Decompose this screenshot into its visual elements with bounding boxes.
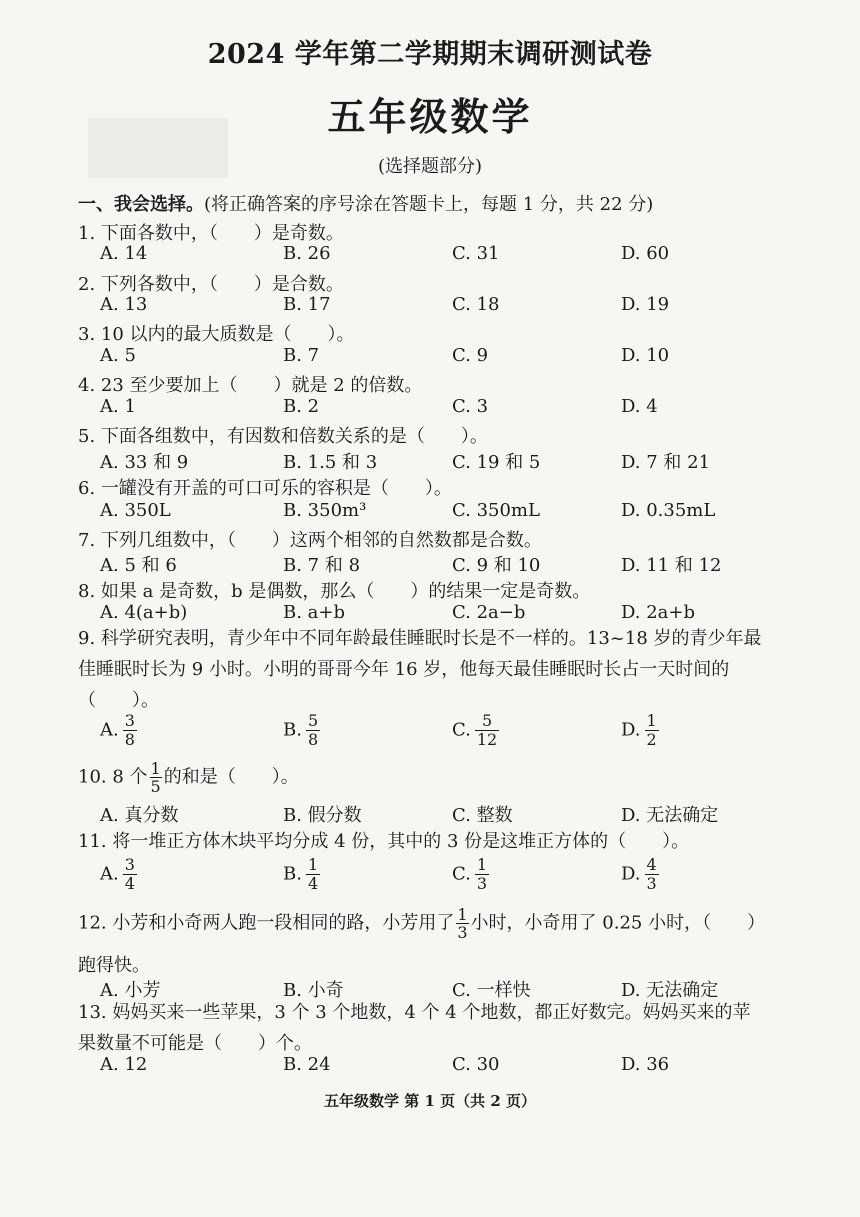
option-b [283, 712, 320, 749]
option-b: B. 假分数 [283, 805, 362, 826]
section-instruction: (将正确答案的序号涂在答题卡上，每题 1 分，共 22 分) [204, 194, 654, 215]
option-fraction [123, 856, 137, 893]
options-row [0, 856, 860, 900]
option-fraction [123, 712, 137, 749]
stem-fraction [456, 906, 468, 941]
fraction-numerator: 1 [150, 759, 161, 778]
option-label: B. [283, 863, 302, 885]
question-stem: 5. 下面各组数中，有因数和倍数关系的是（ ）。 [78, 426, 488, 447]
option-fraction [306, 712, 320, 749]
option-d: D. 7 和 21 [621, 452, 711, 473]
option-c [452, 712, 499, 749]
option-c: C. 一样快 [452, 980, 531, 1001]
question-stem: 6. 一罐没有开盖的可口可乐的容积是（ ）。 [78, 478, 452, 499]
options-row [0, 712, 860, 756]
fraction-denominator: 3 [646, 874, 657, 893]
option-c: C. 9 [452, 345, 489, 366]
fraction-denominator: 4 [307, 874, 319, 893]
fraction-denominator: 4 [124, 874, 135, 893]
fraction-numerator: 1 [476, 855, 488, 874]
option-a: A. 1 [100, 396, 136, 417]
option-c: C. 整数 [452, 805, 513, 826]
option-c: C. 30 [452, 1054, 500, 1075]
option-b: B. 7 [283, 345, 320, 366]
option-c: C. 31 [452, 243, 500, 264]
question-stem: 11. 将一堆正方体木块平均分成 4 份，其中的 3 份是这堆正方体的（ ）。 [78, 831, 690, 852]
option-fraction [475, 856, 489, 893]
options-row [0, 243, 860, 273]
fraction-numerator: 3 [124, 855, 135, 874]
stem-text: 小时，小奇用了 0.25 小时，（ ） [470, 912, 766, 934]
option-a: A. 13 [100, 294, 148, 315]
option-a: A. 12 [100, 1054, 148, 1075]
option-d: D. 无法确定 [621, 805, 719, 826]
fraction-denominator: 8 [307, 730, 319, 749]
option-c: C. 9 和 10 [452, 555, 541, 576]
option-c: C. 19 和 5 [452, 452, 541, 473]
option-c: C. 18 [452, 294, 500, 315]
option-label: B. [283, 719, 302, 741]
fraction-numerator: 1 [307, 855, 319, 874]
option-d [621, 712, 659, 749]
option-b: B. 小奇 [283, 980, 344, 1001]
option-d: D. 2a+b [621, 602, 696, 623]
option-d: D. 11 和 12 [621, 555, 722, 576]
option-b: B. 17 [283, 294, 331, 315]
question-stem: 13. 妈妈买来一些苹果，3 个 3 个地数，4 个 4 个地数，都正好数完。妈妈买来的苹果数量不可能是（ ）个。 [78, 1002, 751, 1054]
question-stem: 4. 23 至少要加上（ ）就是 2 的倍数。 [78, 375, 423, 396]
option-a: A. 真分数 [100, 805, 179, 826]
question-stem: 1. 下面各数中，（ ）是奇数。 [78, 223, 344, 244]
option-label: D. [621, 863, 641, 885]
option-b: B. 2 [283, 396, 320, 417]
option-d: D. 60 [621, 243, 670, 264]
fraction-numerator: 5 [307, 711, 319, 730]
option-label: C. [452, 863, 471, 885]
option-a: A. 5 和 6 [100, 555, 177, 576]
exam-title: 2024 学年第二学期期末调研测试卷 [207, 39, 653, 70]
option-a: A. 33 和 9 [100, 452, 189, 473]
fraction-numerator: 1 [646, 711, 657, 730]
fraction-numerator: 4 [646, 855, 657, 874]
option-fraction [475, 712, 499, 749]
exam-subject: 五年级数学 [327, 94, 533, 139]
question-stem: 8. 如果 a 是奇数，b 是偶数，那么（ ）的结果一定是奇数。 [78, 581, 591, 602]
option-a [100, 712, 137, 749]
option-label: D. [621, 719, 641, 741]
fraction-denominator: 2 [646, 730, 657, 749]
fraction-denominator: 5 [150, 777, 161, 796]
section-title: 一、我会选择。 [78, 194, 204, 215]
fraction-denominator: 12 [476, 730, 498, 749]
exam-part-label: (选择题部分) [377, 156, 483, 177]
fraction-numerator: 5 [475, 712, 499, 731]
question-stem: 7. 下列几组数中，（ ）这两个相邻的自然数都是合数。 [78, 530, 542, 551]
option-b: B. a+b [283, 602, 346, 623]
option-label: A. [100, 863, 119, 885]
page-footer: 五年级数学 第 1 页（共 2 页） [324, 1092, 536, 1110]
question-stem [78, 760, 299, 795]
option-label: C. [452, 719, 471, 741]
option-b: B. 24 [283, 1054, 331, 1075]
fraction-denominator: 3 [476, 874, 488, 893]
option-d: D. 0.35mL [621, 500, 716, 521]
option-d [621, 856, 659, 893]
option-a: A. 14 [100, 243, 148, 264]
question-stem [78, 906, 765, 941]
option-d: D. 36 [621, 1054, 670, 1075]
option-a: A. 小芳 [100, 980, 161, 1001]
stem-text: 12. 小芳和小奇两人跑一段相同的路，小芳用了 [78, 912, 455, 934]
stem-text: 的和是（ ）。 [163, 766, 299, 788]
option-a: A. 350L [100, 500, 171, 521]
question-stem: 9. 科学研究表明，青少年中不同年龄最佳睡眠时长是不一样的。13~18 岁的青少年最佳睡眠时长为 9 小时。小明的哥哥今年 16 岁，他每天最佳睡眠时长占一天时间的（ ）。 [78, 628, 762, 711]
option-c [452, 856, 489, 893]
option-b: B. 26 [283, 243, 331, 264]
stem-fraction [150, 760, 162, 795]
question-stem-continued: 跑得快。 [78, 955, 150, 976]
option-b [283, 856, 320, 893]
fraction-numerator: 1 [457, 905, 468, 924]
section-heading [78, 190, 653, 216]
option-d: D. 10 [621, 345, 670, 366]
fraction-denominator: 8 [124, 730, 135, 749]
fraction-numerator: 3 [124, 711, 135, 730]
option-a [100, 856, 137, 893]
option-a: A. 4(a+b) [100, 602, 188, 623]
fraction-denominator: 3 [457, 923, 468, 942]
question-stem: 2. 下列各数中，（ ）是合数。 [78, 274, 344, 295]
option-label: A. [100, 719, 119, 741]
option-d: D. 19 [621, 294, 670, 315]
option-d: D. 无法确定 [621, 980, 719, 1001]
option-b: B. 350m³ [283, 500, 367, 521]
option-fraction [306, 856, 320, 893]
stem-text: 10. 8 个 [78, 766, 148, 788]
options-row [0, 1054, 860, 1084]
option-fraction [645, 856, 659, 893]
option-b: B. 7 和 8 [283, 555, 361, 576]
option-c: C. 350mL [452, 500, 540, 521]
option-c: C. 2a−b [452, 602, 526, 623]
option-b: B. 1.5 和 3 [283, 452, 378, 473]
option-d: D. 4 [621, 396, 658, 417]
question-stem: 3. 10 以内的最大质数是（ ）。 [78, 324, 355, 345]
option-c: C. 3 [452, 396, 489, 417]
option-fraction [645, 712, 659, 749]
option-a: A. 5 [100, 345, 136, 366]
